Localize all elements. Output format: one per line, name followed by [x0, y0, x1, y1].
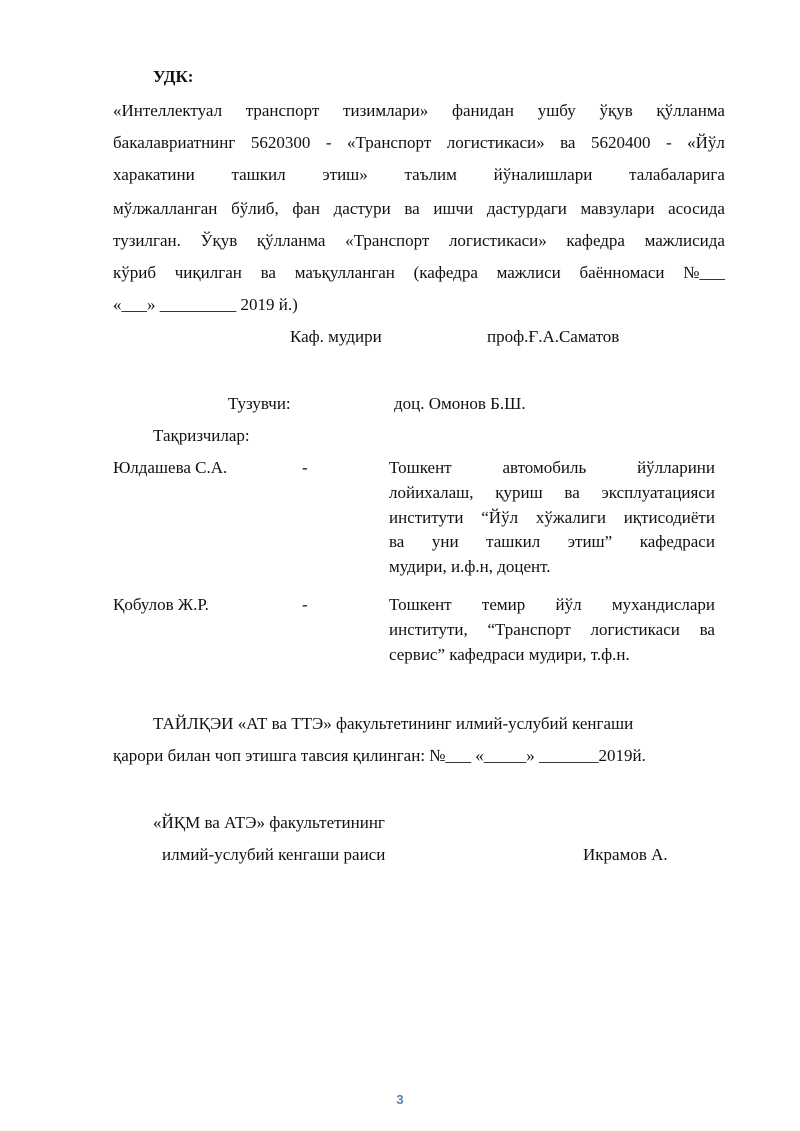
reviewer-affiliation-line [389, 595, 715, 615]
intro-line [113, 199, 725, 219]
word: этиш» [322, 165, 368, 184]
reviewer-affiliation-line [389, 508, 715, 528]
reviewer-affiliation-last: сервис” кафедраси мудири, т.ф.н. [389, 645, 630, 664]
word: ишчи [433, 199, 474, 218]
word: йўналишлари [493, 165, 593, 184]
word: тизимлари» [343, 101, 429, 120]
udk-label: УДК: [153, 67, 194, 86]
word: харакатини [113, 165, 195, 184]
word: лойихалаш, [389, 483, 474, 502]
word: кафедраси [639, 532, 715, 551]
reviewer-affiliation-line [389, 458, 715, 478]
compiler-label: Тузувчи: [228, 394, 291, 413]
word: қуриш [495, 483, 543, 502]
word: мажлисида [644, 231, 725, 250]
word: кўриб [113, 263, 157, 282]
chair-name: Икрамов А. [583, 845, 668, 864]
word: кафедра [566, 231, 625, 250]
reviewer-name: Қобулов Ж.Р. [113, 595, 209, 614]
word: ушбу [537, 101, 576, 120]
word: уни [431, 532, 459, 551]
word: этиш” [567, 532, 613, 551]
word: 5620400 [590, 133, 651, 152]
council-line-2: қарори билан чоп этишга тавсия қилинган: №___ «_____» _______2019й. [113, 746, 646, 765]
word: (кафедра [413, 263, 478, 282]
word: ўқув [599, 101, 633, 120]
word: - [325, 133, 332, 152]
reviewer-name: Юлдашева С.А. [113, 458, 228, 477]
word: хўжалиги [535, 508, 606, 527]
word: таълим [404, 165, 457, 184]
reviewer-affiliation-last: мудири, и.ф.н, доцент. [389, 557, 551, 576]
intro-last-line: «___» _________ 2019 й.) [113, 295, 298, 314]
word: мўлжалланган [113, 199, 218, 218]
word: «Интеллектуал [113, 101, 223, 120]
reviewers-label: Тақризчилар: [153, 426, 250, 445]
word: логистикаси» [446, 133, 545, 152]
word: қўлланма [256, 231, 326, 250]
word: мажлиси [496, 263, 561, 282]
word: ташкил [486, 532, 541, 551]
word: фан [292, 199, 321, 218]
word: - [665, 133, 672, 152]
word: йўл [555, 595, 582, 614]
page-number: 3 [396, 1092, 404, 1107]
word: институти [389, 508, 464, 527]
word: «Йўл [687, 133, 725, 152]
word: эксплуатацияси [601, 483, 715, 502]
word: фанидан [451, 101, 515, 120]
word: «Транспорт [345, 231, 430, 250]
word: ва [404, 199, 420, 218]
word: логистикаси» [448, 231, 547, 250]
word: бўлиб, [231, 199, 279, 218]
council-line-1: ТАЙЛҚЭИ «АТ ва ТТЭ» факультетининг илмий-услубий кенгаши [153, 714, 634, 733]
reviewer-dash: - [302, 458, 308, 477]
word: институти, [389, 620, 468, 639]
word: дастури [333, 199, 391, 218]
word: талабаларига [629, 165, 725, 184]
word: 5620300 [250, 133, 311, 152]
word: ва [564, 483, 580, 502]
word: ва [389, 532, 405, 551]
word: мавзулари [580, 199, 655, 218]
reviewer-affiliation-line [389, 620, 715, 640]
intro-line [113, 133, 725, 153]
head-label: Каф. мудири [290, 327, 382, 346]
word: транспорт [245, 101, 320, 120]
word: асосида [668, 199, 725, 218]
word: Тошкент [389, 595, 452, 614]
word: бакалавриатнинг [113, 133, 236, 152]
reviewer-affiliation-line [389, 532, 715, 552]
chair-line-1: «ЙҚМ ва АТЭ» факультетининг [153, 813, 385, 832]
intro-line [113, 165, 725, 185]
word: №___ [683, 263, 725, 282]
word: Тошкент [389, 458, 452, 477]
compiler-name: доц. Омонов Б.Ш. [394, 394, 526, 413]
word: темир [481, 595, 526, 614]
intro-line [113, 231, 725, 251]
intro-line [113, 263, 725, 283]
word: дастурдаги [486, 199, 567, 218]
word: логистикаси [590, 620, 680, 639]
word: тузилган. [113, 231, 181, 250]
word: ва [699, 620, 715, 639]
word: автомобиль [502, 458, 587, 477]
word: Ўқув [200, 231, 238, 250]
word: “Йўл [481, 508, 519, 527]
word: ташкил [231, 165, 286, 184]
word: иқтисодиёти [623, 508, 715, 527]
chair-line-2: илмий-услубий кенгаши раиси [162, 845, 386, 864]
word: «Транспорт [347, 133, 432, 152]
word: қўлланма [656, 101, 725, 120]
word: ва [560, 133, 576, 152]
reviewer-dash: - [302, 595, 308, 614]
word: баённомаси [579, 263, 665, 282]
word: ва [260, 263, 276, 282]
word: маъқулланган [294, 263, 395, 282]
reviewer-affiliation-line [389, 483, 715, 503]
word: чиқилган [174, 263, 242, 282]
head-name: проф.Ғ.А.Саматов [487, 327, 620, 346]
word: “Транспорт [487, 620, 571, 639]
intro-line [113, 101, 725, 121]
word: мухандислари [611, 595, 715, 614]
word: йўлларини [637, 458, 715, 477]
